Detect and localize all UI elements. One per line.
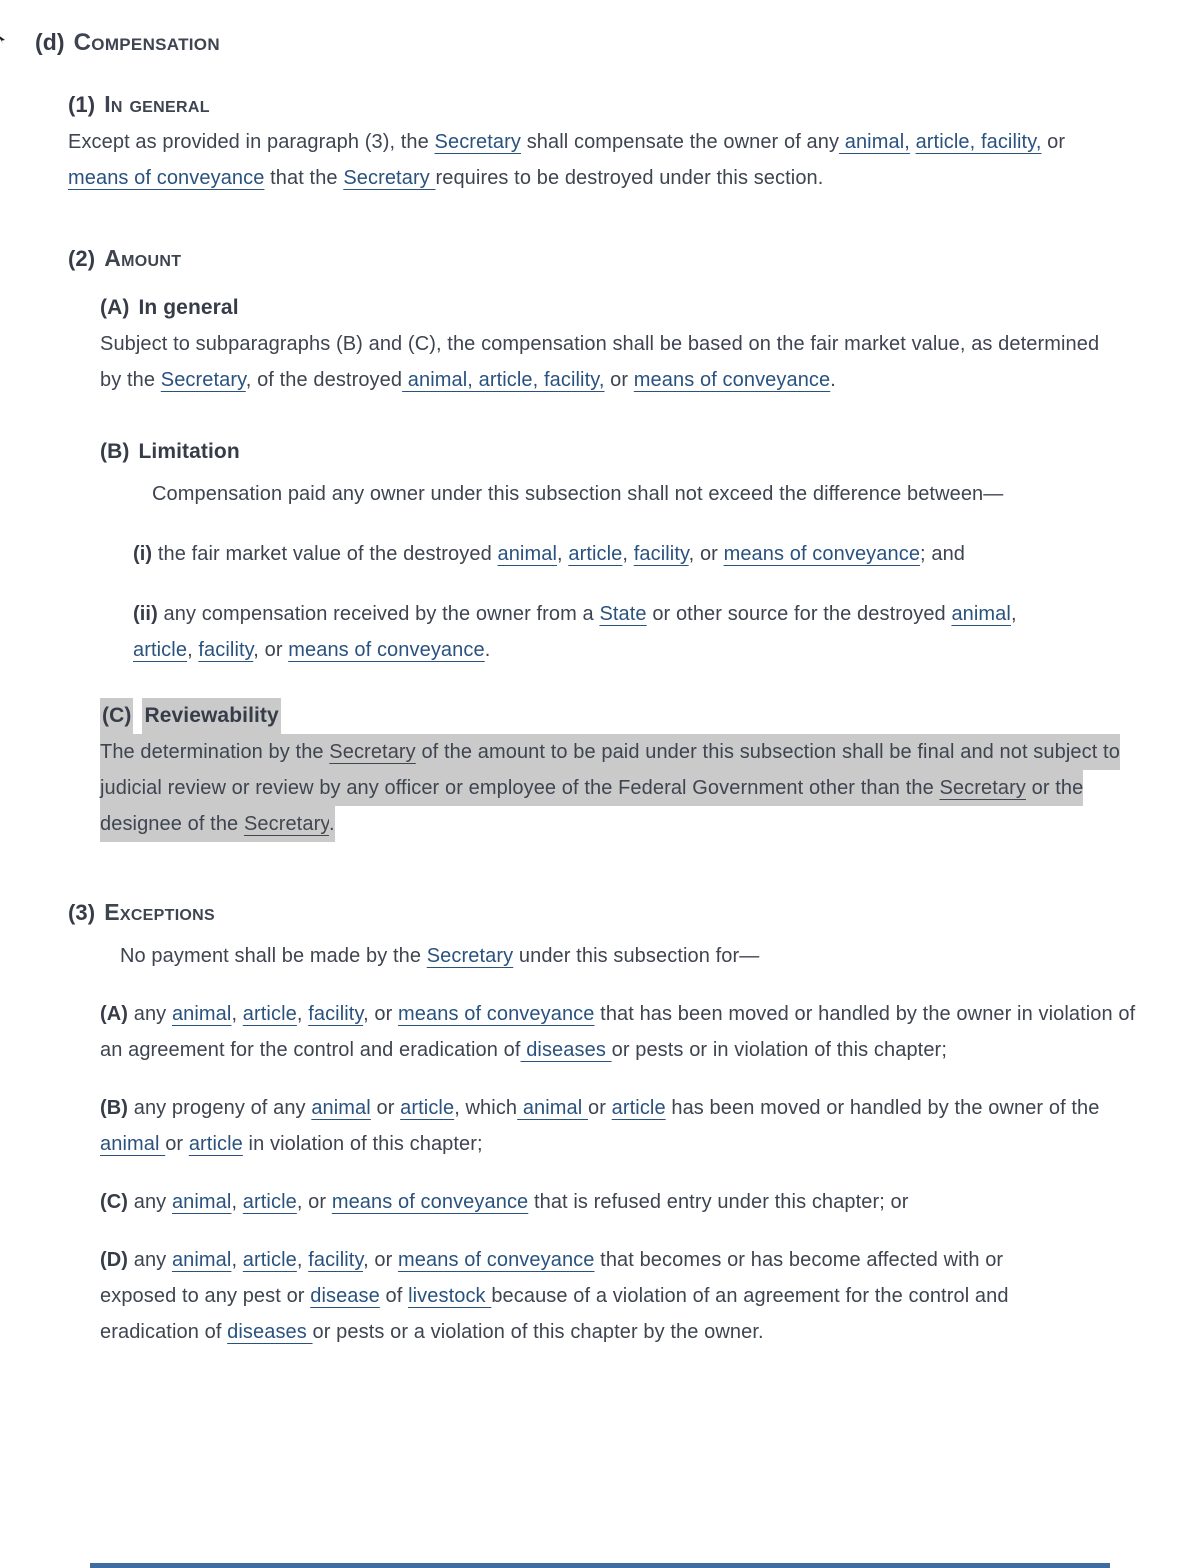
term-link[interactable]: article bbox=[242, 1249, 297, 1271]
paragraph-3-title: Exceptions bbox=[104, 899, 216, 925]
text-run: . bbox=[830, 369, 836, 391]
text-run: any bbox=[128, 1249, 172, 1271]
text-run: , or bbox=[296, 1191, 332, 1213]
subsection-d-number: (d) bbox=[35, 29, 65, 55]
text-run: any progeny of any bbox=[128, 1097, 312, 1119]
term-link[interactable]: animal bbox=[517, 1097, 588, 1119]
text-run: , bbox=[296, 1003, 309, 1025]
term-link[interactable]: animal bbox=[951, 603, 1011, 625]
next-element-top-sliver bbox=[90, 1563, 1110, 1568]
paragraph-2-title: Amount bbox=[104, 245, 182, 271]
text-run: . bbox=[484, 639, 491, 661]
term-link[interactable]: facility bbox=[308, 1003, 364, 1025]
term-link[interactable]: Secretary bbox=[434, 131, 522, 153]
text-run: The determination by the bbox=[100, 734, 329, 770]
text-run: any compensation received by the owner from a bbox=[157, 603, 600, 625]
term-link[interactable]: diseases bbox=[227, 1321, 313, 1343]
term-link[interactable]: Secretary bbox=[426, 945, 514, 967]
text-run: , which bbox=[454, 1097, 518, 1119]
text-run: , or bbox=[688, 543, 724, 565]
paragraph-1-title: In general bbox=[104, 91, 210, 117]
term-link[interactable]: means of conveyance bbox=[723, 543, 921, 565]
text-run: or the designee of the bbox=[100, 770, 1083, 842]
text-run: Compensation paid any owner under this subsection shall not exceed the difference between— bbox=[152, 483, 1004, 505]
text-run: Subject to subparagraphs (B) and (C), the compensation shall be based on the fair market value, as determined by the bbox=[100, 333, 1100, 391]
text-run: , bbox=[231, 1003, 243, 1025]
term-link[interactable]: Secretary bbox=[939, 770, 1026, 806]
text-run: that the bbox=[264, 167, 344, 189]
subparagraph-2A-title: In general bbox=[138, 296, 239, 319]
paragraph-3-number: (3) bbox=[68, 900, 96, 925]
term-link[interactable]: animal bbox=[171, 1249, 232, 1271]
term-link[interactable]: animal bbox=[311, 1097, 371, 1119]
exception-C-text bbox=[100, 1184, 1138, 1220]
paragraph-1-heading bbox=[68, 86, 1138, 124]
subparagraph-2C-number: (C) bbox=[100, 698, 133, 734]
text-run: any bbox=[128, 1003, 172, 1025]
enum-label: (A) bbox=[100, 1003, 129, 1025]
enum-label: (D) bbox=[100, 1249, 129, 1271]
term-link[interactable]: livestock bbox=[408, 1285, 492, 1307]
term-link[interactable]: facility bbox=[633, 543, 689, 565]
exception-A-text bbox=[100, 996, 1138, 1068]
text-run: or pests or a violation of this chapter by the owner. bbox=[312, 1321, 764, 1343]
subsection-d-heading bbox=[35, 24, 1138, 62]
text-run: , or bbox=[363, 1249, 399, 1271]
text-run: or bbox=[165, 1133, 189, 1155]
subparagraph-2B-text bbox=[152, 476, 1092, 512]
text-run: any bbox=[128, 1191, 172, 1213]
text-run: in violation of this chapter; bbox=[242, 1133, 483, 1155]
subparagraph-2C-text bbox=[100, 734, 1120, 842]
term-link[interactable]: article bbox=[400, 1097, 455, 1119]
paragraph-1-text bbox=[68, 124, 1118, 196]
subparagraph-2B-heading bbox=[100, 434, 1138, 470]
enum-label: (i) bbox=[133, 543, 153, 565]
term-link[interactable]: article bbox=[242, 1191, 297, 1213]
text-run: shall compensate the owner of any bbox=[521, 131, 840, 153]
text-run: Except as provided in paragraph (3), the bbox=[68, 131, 435, 153]
text-run: or bbox=[1041, 131, 1066, 153]
text-run: , or bbox=[253, 639, 289, 661]
text-run: has been moved or handled by the owner of the bbox=[665, 1097, 1100, 1119]
text-run: , bbox=[622, 543, 634, 565]
text-run: under this subsection for— bbox=[513, 945, 760, 967]
term-link[interactable]: animal, article, facility, bbox=[402, 369, 605, 391]
text-run: or other source for the destroyed bbox=[646, 603, 952, 625]
text-run: requires to be destroyed under this section. bbox=[435, 167, 824, 189]
text-run: that has been moved or handled by the owner in violation of an agreement for the control and eradication of bbox=[100, 1003, 1136, 1061]
term-link[interactable]: animal bbox=[171, 1003, 232, 1025]
text-run: , bbox=[557, 543, 569, 565]
term-link[interactable]: article bbox=[242, 1003, 297, 1025]
term-link[interactable]: facility bbox=[308, 1249, 364, 1271]
text-run: ; and bbox=[920, 543, 966, 565]
paragraph-2-number: (2) bbox=[68, 246, 96, 271]
enum-label: (ii) bbox=[133, 603, 158, 625]
enum-label: (B) bbox=[100, 1097, 129, 1119]
term-link[interactable]: State bbox=[599, 603, 647, 625]
term-link[interactable]: article bbox=[611, 1097, 666, 1119]
text-run: or pests or in violation of this chapter; bbox=[611, 1039, 947, 1061]
clause-2Bii-text bbox=[133, 596, 1053, 668]
term-link[interactable]: Secretary bbox=[329, 734, 416, 770]
text-run: No payment shall be made by the bbox=[120, 945, 427, 967]
term-link[interactable]: means of conveyance bbox=[331, 1191, 529, 1213]
term-link[interactable]: animal bbox=[497, 543, 558, 565]
term-link[interactable]: Secretary bbox=[244, 806, 329, 842]
term-link[interactable]: means of conveyance bbox=[398, 1003, 595, 1025]
paragraph-1-number: (1) bbox=[68, 92, 96, 117]
term-link[interactable]: means of conveyance bbox=[68, 167, 265, 189]
text-run: the fair market value of the destroyed bbox=[152, 543, 498, 565]
term-link[interactable]: animal, bbox=[839, 131, 910, 153]
term-link[interactable]: animal bbox=[171, 1191, 232, 1213]
term-link[interactable]: Secretary bbox=[343, 167, 436, 189]
exception-B-text bbox=[100, 1090, 1138, 1162]
term-link[interactable]: facility bbox=[198, 639, 254, 661]
clause-2Bi-text bbox=[133, 536, 1138, 572]
text-run: , bbox=[231, 1249, 243, 1271]
text-run: , bbox=[1010, 603, 1017, 625]
term-link[interactable]: article bbox=[188, 1133, 243, 1155]
subparagraph-2B-title: Limitation bbox=[138, 440, 240, 463]
term-link[interactable]: means of conveyance bbox=[633, 369, 831, 391]
text-run: , bbox=[187, 639, 199, 661]
paragraph-3-heading bbox=[68, 894, 1138, 932]
text-run: of bbox=[379, 1285, 409, 1307]
subparagraph-2B-number: (B) bbox=[100, 440, 130, 463]
term-link[interactable]: animal bbox=[100, 1133, 166, 1155]
text-run: that is refused entry under this chapter; or bbox=[528, 1191, 909, 1213]
subparagraph-2A-heading bbox=[100, 290, 1138, 326]
text-run: or bbox=[604, 369, 634, 391]
term-link[interactable]: disease bbox=[310, 1285, 380, 1307]
text-run: or bbox=[588, 1097, 612, 1119]
text-run: because of a violation of an agreement for the control and eradication of bbox=[100, 1285, 1009, 1343]
subparagraph-2C-heading bbox=[100, 698, 1138, 734]
text-run: , bbox=[296, 1249, 309, 1271]
term-link[interactable]: Secretary bbox=[160, 369, 246, 391]
term-link[interactable]: article bbox=[133, 639, 188, 661]
subsection-d-title: Compensation bbox=[73, 29, 220, 56]
text-run: , or bbox=[363, 1003, 399, 1025]
paragraph-3-intro-text bbox=[120, 938, 1138, 974]
subparagraph-2A-text bbox=[100, 326, 1120, 398]
subparagraph-2C-title: Reviewability bbox=[142, 698, 280, 734]
term-link[interactable]: article, facility, bbox=[915, 131, 1042, 153]
term-link[interactable]: diseases bbox=[520, 1039, 612, 1061]
text-run: of the amount to be paid under this subsection shall be final and not subject to judicial review or review by any officer or employee of the Federal Government other than the bbox=[100, 734, 1120, 806]
text-run: that becomes or has become affected with or exposed to any pest or bbox=[100, 1249, 1004, 1307]
enum-label: (C) bbox=[100, 1191, 129, 1213]
term-link[interactable]: means of conveyance bbox=[398, 1249, 595, 1271]
text-run: , of the destroyed bbox=[245, 369, 403, 391]
term-link[interactable]: article bbox=[568, 543, 623, 565]
text-run: . bbox=[329, 806, 335, 842]
text-run: or bbox=[370, 1097, 401, 1119]
subparagraph-2A-number: (A) bbox=[100, 296, 130, 319]
text-run: , bbox=[231, 1191, 243, 1213]
paragraph-2-heading bbox=[68, 240, 1138, 278]
term-link[interactable]: means of conveyance bbox=[288, 639, 485, 661]
exception-D-text bbox=[100, 1242, 1075, 1350]
